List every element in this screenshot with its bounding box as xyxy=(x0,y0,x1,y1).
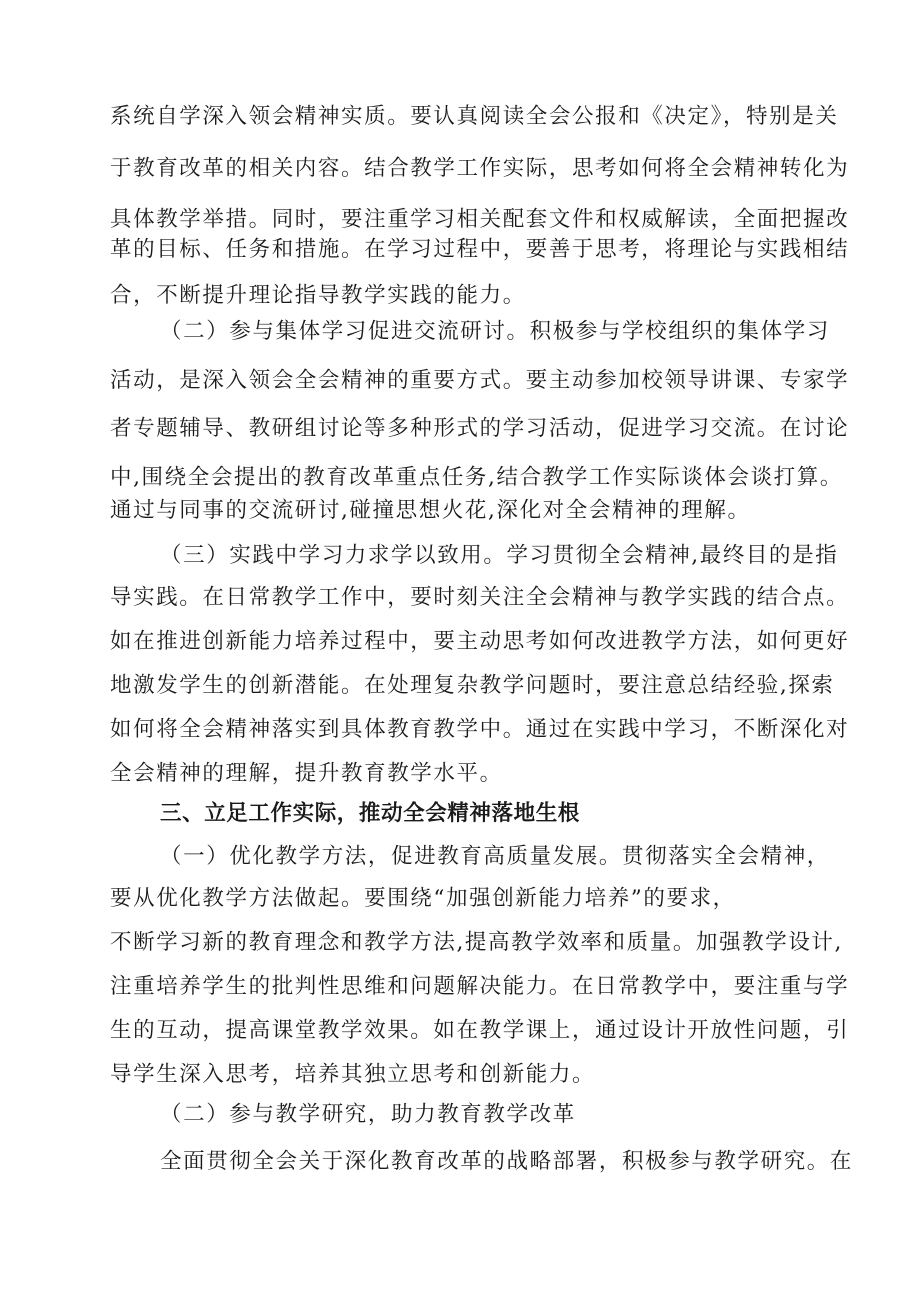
paragraph-line: 导学生深入思考，培养其独立思考和创新能力。 xyxy=(110,1062,596,1087)
paragraph-line: 具体教学举措。同时，要注重学习相关配套文件和权威解读，全面把握改 xyxy=(110,207,850,232)
paragraph-line: 全面贯彻全会关于深化教育改革的战略部署，积极参与教学研究。在 xyxy=(160,1149,854,1174)
paragraph-line: 合，不断提升理论指导教学实践的能力。 xyxy=(110,283,526,308)
paragraph-line: 如在推进创新能力培养过程中，要主动思考如何改进教学方法，如何更好 xyxy=(110,629,850,654)
paragraph-line: 中,围绕全会提出的教育改革重点任务,结合教学工作实际谈体会谈打算。 xyxy=(110,465,843,490)
paragraph-line: 注重培养学生的批判性思维和问题解决能力。在日常教学中，要注重与学 xyxy=(110,974,850,999)
paragraph-line: 者专题辅导、教研组讨论等多种形式的学习活动，促进学习交流。在讨论 xyxy=(110,416,850,441)
paragraph-line: 全会精神的理解，提升教育教学水平。 xyxy=(110,761,503,786)
paragraph-line: （三）实践中学习力求学以致用。学习贯彻全会精神,最终目的是指 xyxy=(160,543,839,568)
paragraph-line: 系统自学深入领会精神实质。要认真阅读全会公报和《决定》，特别是关 xyxy=(110,104,839,129)
paragraph-line: （一）优化教学方法，促进教育高质量发展。贯彻落实全会精神， xyxy=(160,844,830,869)
paragraph-line: 生的互动，提高课堂教学效果。如在教学课上，通过设计开放性问题，引 xyxy=(110,1018,850,1043)
paragraph-line: 要从优化教学方法做起。要围绕“加强创新能力培养”的要求， xyxy=(110,886,736,911)
paragraph-line: 通过与同事的交流研讨,碰撞思想火花,深化对全会精神的理解。 xyxy=(110,498,751,523)
paragraph-line: 地激发学生的创新潜能。在处理复杂教学问题时，要注意总结经验,探索 xyxy=(110,673,835,698)
paragraph-line: 不断学习新的教育理念和教学方法,提高教学效率和质量。加强教学设计, xyxy=(110,930,843,955)
section-heading: 三、立足工作实际，推动全会精神落地生根 xyxy=(160,801,580,826)
paragraph-line: 如何将全会精神落实到具体教育教学中。通过在实践中学习，不断深化对 xyxy=(110,717,850,742)
subsection-heading: （二）参与教学研究，助力教育教学改革 xyxy=(160,1102,576,1127)
paragraph-line: （二）参与集体学习促进交流研讨。积极参与学校组织的集体学习 xyxy=(160,319,830,344)
paragraph-line: 导实践。在日常教学工作中，要时刻关注全会精神与教学实践的结合点。 xyxy=(110,585,850,610)
paragraph-line: 活动，是深入领会全会精神的重要方式。要主动参加校领导讲课、专家学 xyxy=(110,368,850,393)
paragraph-line: 革的目标、任务和措施。在学习过程中，要善于思考，将理论与实践相结 xyxy=(110,237,850,262)
paragraph-line: 于教育改革的相关内容。结合教学工作实际，思考如何将全会精神转化为 xyxy=(110,156,850,181)
